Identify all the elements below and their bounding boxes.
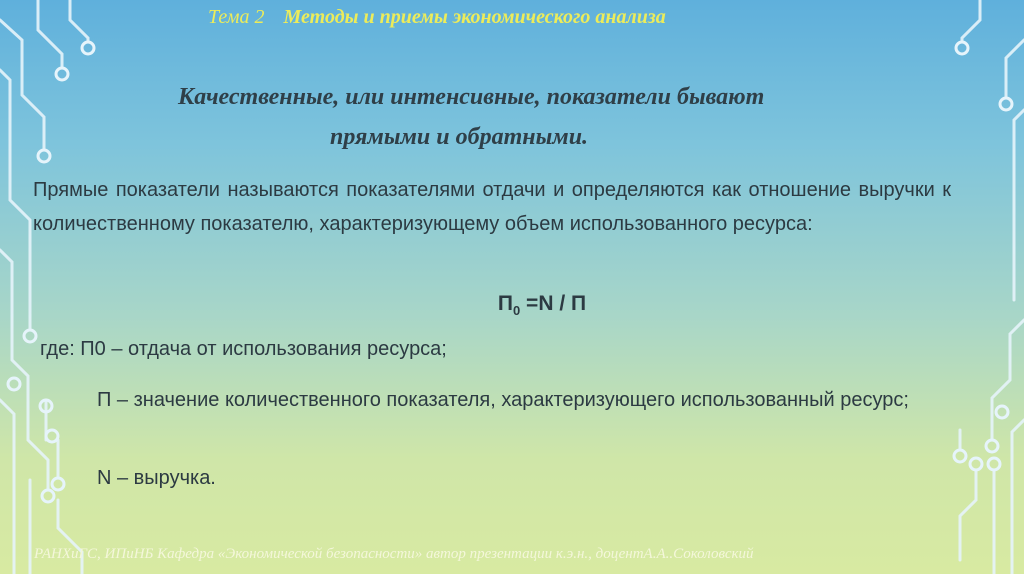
definition-paragraph: Прямые показатели называются показателями отдачи и определяются как отношение выручки к количественному показателю, характеризующему объем использованного ресурса: — [33, 179, 951, 235]
topic-label: Тема 2 — [208, 6, 265, 28]
slide-footer: РАНХиГС, ИПиНБ Кафедра «Экономической безопасности» автор презентации к.э.н., доцентА.А..Соколовский — [34, 546, 754, 562]
formula-lhs: П — [497, 292, 513, 315]
definition-n: N – выручка. — [97, 467, 216, 489]
definition-p: П – значение количественного показателя, характеризующего использованный ресурс; — [97, 389, 909, 411]
definition-p0: где: П0 – отдача от использования ресурса; — [40, 338, 447, 360]
formula — [0, 292, 1024, 318]
topic-title: Методы и приемы экономического анализа — [283, 6, 666, 28]
subtitle-line-2: прямыми и обратными. — [330, 124, 589, 150]
formula-subscript: 0 — [512, 303, 521, 319]
subtitle-line-1: Качественные, или интенсивные, показатели бывают — [178, 84, 765, 110]
formula-rhs: =N / П — [520, 292, 587, 315]
slide-header — [208, 6, 666, 29]
